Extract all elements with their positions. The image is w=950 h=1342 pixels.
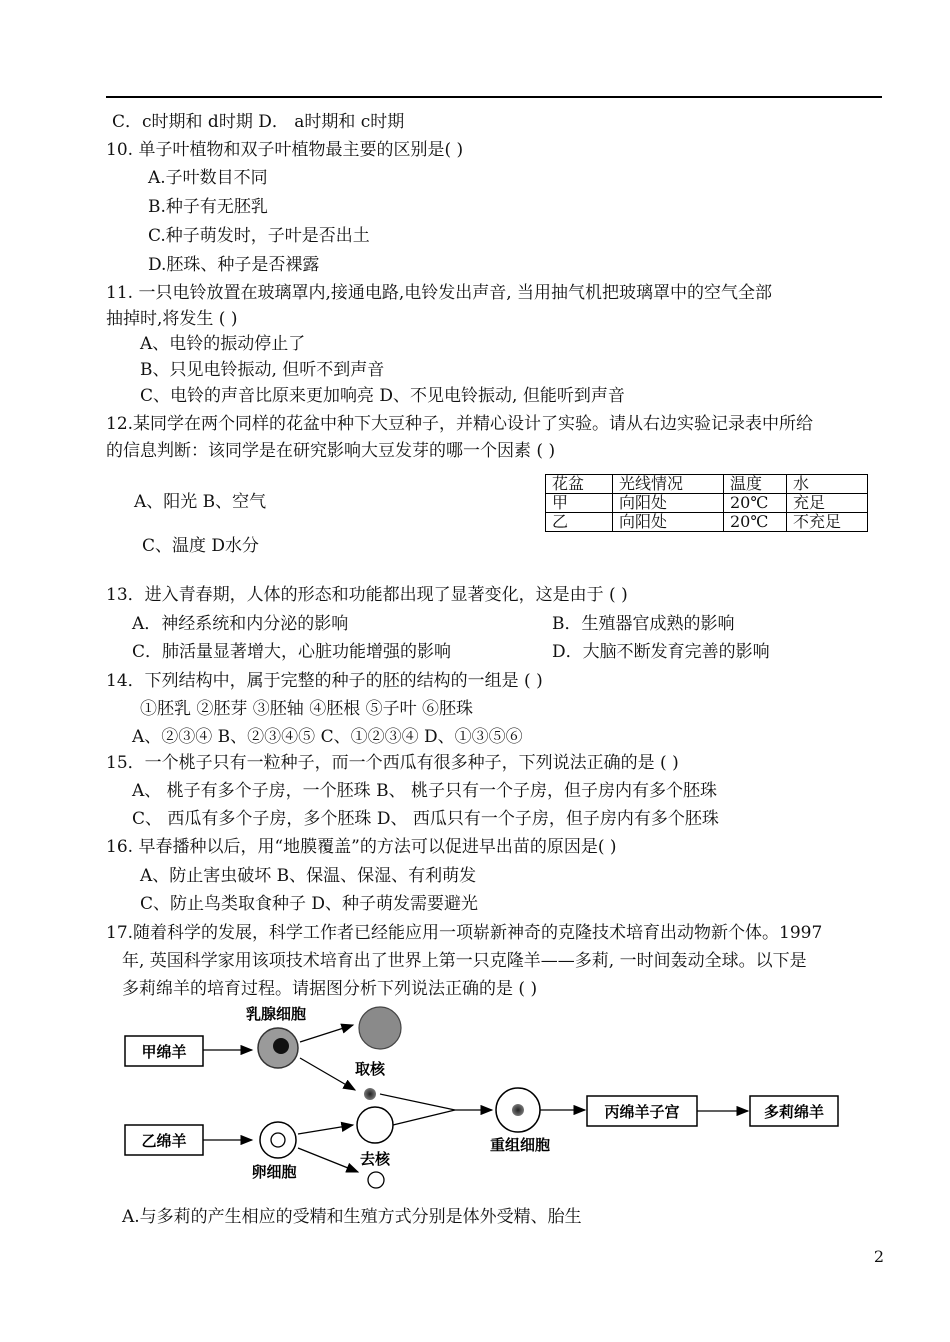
q13-option-d: D．大脑不断发育完善的影响 [552,642,770,662]
q10-option-a: A.子叶数目不同 [148,168,268,188]
q14-stem: 14．下列结构中，属于完整的种子的胚的结构的一组是 ( ) [106,671,543,691]
q10-stem: 10. 单子叶植物和双子叶植物最主要的区别是( ) [106,140,464,160]
dolly-label: 多莉绵羊 [763,1103,825,1121]
q17-option-a: A.与多莉的产生相应的受精和生殖方式分别是体外受精、胎生 [122,1207,582,1227]
q13-option-c: C．肺活量显著增大，心脏功能增强的影响 [132,642,452,662]
nucleus-removed-cell [359,1007,401,1049]
remove-nucleus-label: 去核 [359,1150,391,1168]
merge-line [380,1094,455,1110]
q13-option-b: B．生殖器官成熟的影响 [552,614,735,634]
table-cell: 不充足 [787,513,868,532]
table-cell: 向阳处 [613,494,724,513]
egg-nucleus [271,1133,285,1147]
removed-nucleus [368,1172,384,1188]
q16-options-cd: C、防止鸟类取食种子 D、种子萌发需要避光 [140,894,479,914]
table-cell: 20℃ [724,494,787,513]
q13-option-a: A．神经系统和内分泌的影响 [132,614,349,634]
q14-structures: ①胚乳 ②胚芽 ③胚轴 ④胚根 ⑤子叶 ⑥胚珠 [140,699,474,719]
q16-options-ab: A、防止害虫破坏 B、保温、保湿、有利萌发 [140,866,477,886]
sheep-a-label: 甲绵羊 [141,1043,187,1061]
enucleated-egg [357,1107,393,1143]
arrow [298,1148,358,1172]
q10-option-c: C.种子萌发时，子叶是否出土 [148,226,370,246]
table-header-cell: 温度 [724,475,787,494]
uterus-label: 丙绵羊子宫 [604,1103,680,1121]
q12-stem-2: 的信息判断：该同学是在研究影响大豆发芽的哪一个因素 ( ) [106,441,556,461]
q16-stem: 16. 早春播种以后，用“地膜覆盖”的方法可以促进早出苗的原因是( ) [106,837,617,857]
q13-stem: 13．进入青春期，人体的形态和功能都出现了显著变化，这是由于 ( ) [106,585,628,605]
take-nucleus-label: 取核 [354,1060,386,1078]
table-header-cell: 花盆 [546,475,613,494]
recombined-label: 重组细胞 [489,1136,551,1154]
arrow [298,1125,353,1134]
recombined-nucleus [512,1104,524,1116]
arrow [300,1025,353,1042]
table-cell: 向阳处 [613,513,724,532]
q11-stem: 11. 一只电铃放置在玻璃罩内,接通电路,电铃发出声音, 当用抽气机把玻璃罩中的空气全部 [106,283,773,303]
q11-option-b: B、只见电铃振动, 但听不到声音 [140,360,385,380]
q15-options-ab: A、 桃子有多个子房，一个胚珠 B、 桃子只有一个子房，但子房内有多个胚珠 [132,781,717,801]
table-header-cell: 水 [787,475,868,494]
sheep-b-label: 乙绵羊 [141,1132,187,1150]
q11-stem-2: 抽掉时,将发生 ( ) [106,309,238,329]
q10-option-d: D.胚珠、种子是否裸露 [148,255,320,275]
table-cell: 充足 [787,494,868,513]
q10-option-b: B.种子有无胚乳 [148,197,268,217]
q14-options: A、②③④ B、②③④⑤ C、①②③④ D、①③⑤⑥ [132,727,523,747]
q11-options-cd: C、电铃的声音比原来更加响亮 D、不见电铃振动, 但能听到声音 [140,386,625,406]
table-cell: 甲 [546,494,613,513]
q15-stem: 15．一个桃子只有一粒种子，而一个西瓜有很多种子，下列说法正确的是 ( ) [106,753,679,773]
arrow [300,1058,355,1090]
egg-label: 卵细胞 [251,1163,297,1181]
q15-options-cd: C、 西瓜有多个子房，多个胚珠 D、 西瓜只有一个子房，但子房内有多个胚珠 [132,809,719,829]
q11-option-a: A、电铃的振动停止了 [140,334,306,354]
q12-options-cd: C、温度 D水分 [142,536,260,556]
q17-stem: 17.随着科学的发展，科学工作者已经能应用一项崭新神奇的克隆技术培育出动物新个体。1997 [106,923,823,943]
q12-stem: 12.某同学在两个同样的花盆中种下大豆种子，并精心设计了实验。请从右边实验记录表中所给 [106,414,814,434]
table-cell: 20℃ [724,513,787,532]
q12-options-ab: A、阳光 B、空气 [134,492,267,512]
q17-stem-2: 年, 英国科学家用该项技术培育出了世界上第一只克隆羊——多莉, 一时间轰动全球。以下是 [122,951,807,971]
table-header-cell: 光线情况 [613,475,724,494]
q17-stem-3: 多莉绵羊的培育过程。请据图分析下列说法正确的是 ( ) [122,979,538,999]
page-number: 2 [873,1247,884,1266]
table-cell: 乙 [546,513,613,532]
mammary-label: 乳腺细胞 [245,1005,307,1023]
mammary-nucleus [273,1038,289,1054]
merge-line [393,1110,455,1125]
q9-options-cd: C．c时期和 d时期 D． a时期和 c时期 [112,112,405,132]
donor-nucleus [364,1088,376,1100]
